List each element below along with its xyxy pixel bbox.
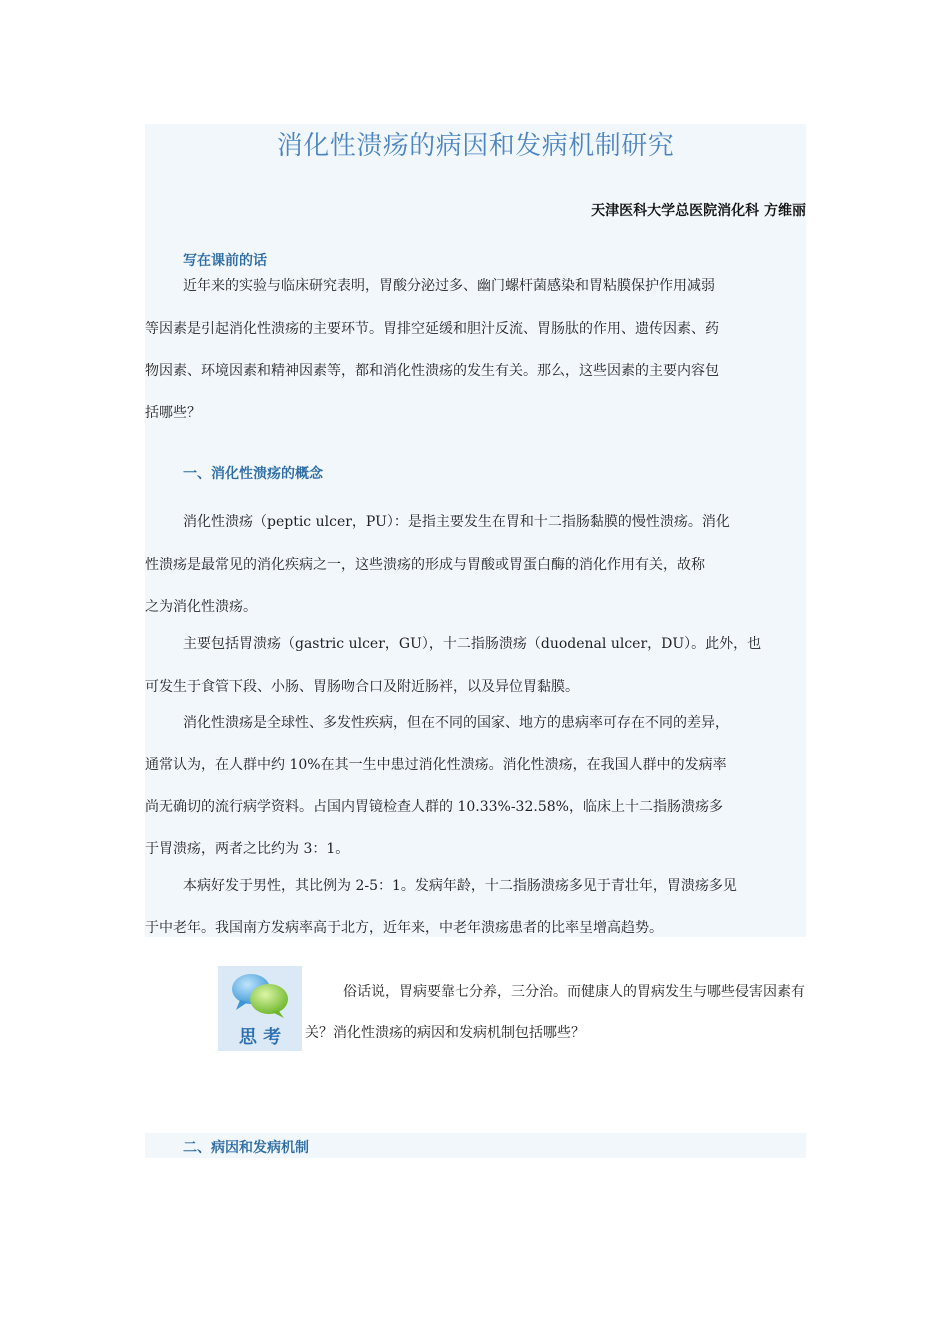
think-icon-label: 思 考 bbox=[238, 1027, 282, 1048]
s1-p1-line: 之为消化性溃疡。 bbox=[145, 599, 257, 615]
s1-p3-line: 消化性溃疡是全球性、多发性疾病，但在不同的国家、地方的患病率可存在不同的差异， bbox=[183, 715, 729, 731]
think-icon bbox=[218, 966, 302, 1051]
author-line: 天津医科大学总医院消化科 方维丽 bbox=[591, 203, 806, 219]
intro-line: 等因素是引起消化性溃疡的主要环节。胃排空延缓和胆汁反流、胃肠肽的作用、遗传因素、药 bbox=[145, 321, 719, 337]
section2-heading: 二、病因和发病机制 bbox=[183, 1140, 309, 1156]
intro-line: 近年来的实验与临床研究表明，胃酸分泌过多、幽门螺杆菌感染和胃粘膜保护作用减弱 bbox=[183, 278, 715, 294]
think-line: 俗话说，胃病要靠七分养，三分治。而健康人的胃病发生与哪些侵害因素有 bbox=[343, 984, 805, 1000]
s1-p2-line: 可发生于食管下段、小肠、胃肠吻合口及附近肠袢，以及异位胃黏膜。 bbox=[145, 679, 579, 695]
s1-p3-line: 通常认为，在人群中约 10%在其一生中患过消化性溃疡。消化性溃疡，在我国人群中的发病率 bbox=[145, 757, 727, 773]
s1-p1-line: 性溃疡是最常见的消化疾病之一，这些溃疡的形成与胃酸或胃蛋白酶的消化作用有关，故称 bbox=[145, 557, 705, 573]
intro-heading: 写在课前的话 bbox=[183, 253, 267, 269]
s1-p1-line: 消化性溃疡（peptic ulcer，PU）：是指主要发生在胃和十二指肠黏膜的慢性溃疡。消化 bbox=[183, 514, 730, 530]
intro-line: 括哪些？ bbox=[145, 405, 201, 421]
s1-p4-line: 于中老年。我国南方发病率高于北方，近年来，中老年溃疡患者的比率呈增高趋势。 bbox=[145, 920, 663, 936]
document-title: 消化性溃疡的病因和发病机制研究 bbox=[276, 131, 675, 161]
think-line: 关？消化性溃疡的病因和发病机制包括哪些？ bbox=[305, 1025, 585, 1041]
intro-line: 物因素、环境因素和精神因素等，都和消化性溃疡的发生有关。那么，这些因素的主要内容包 bbox=[145, 363, 719, 379]
s1-p3-line: 于胃溃疡，两者之比约为 3：1。 bbox=[145, 841, 350, 857]
section1-heading: 一、消化性溃疡的概念 bbox=[183, 466, 323, 482]
s1-p2-line: 主要包括胃溃疡（gastric ulcer，GU），十二指肠溃疡（duodenal ulcer，DU）。此外，也 bbox=[183, 636, 762, 652]
s1-p3-line: 尚无确切的流行病学资料。占国内胃镜检查人群的 10.33%-32.58%，临床上十二指肠溃疡多 bbox=[145, 799, 723, 815]
s1-p4-line: 本病好发于男性，其比例为 2-5：1。发病年龄，十二指肠溃疡多见于青壮年，胃溃疡多见 bbox=[183, 878, 737, 894]
